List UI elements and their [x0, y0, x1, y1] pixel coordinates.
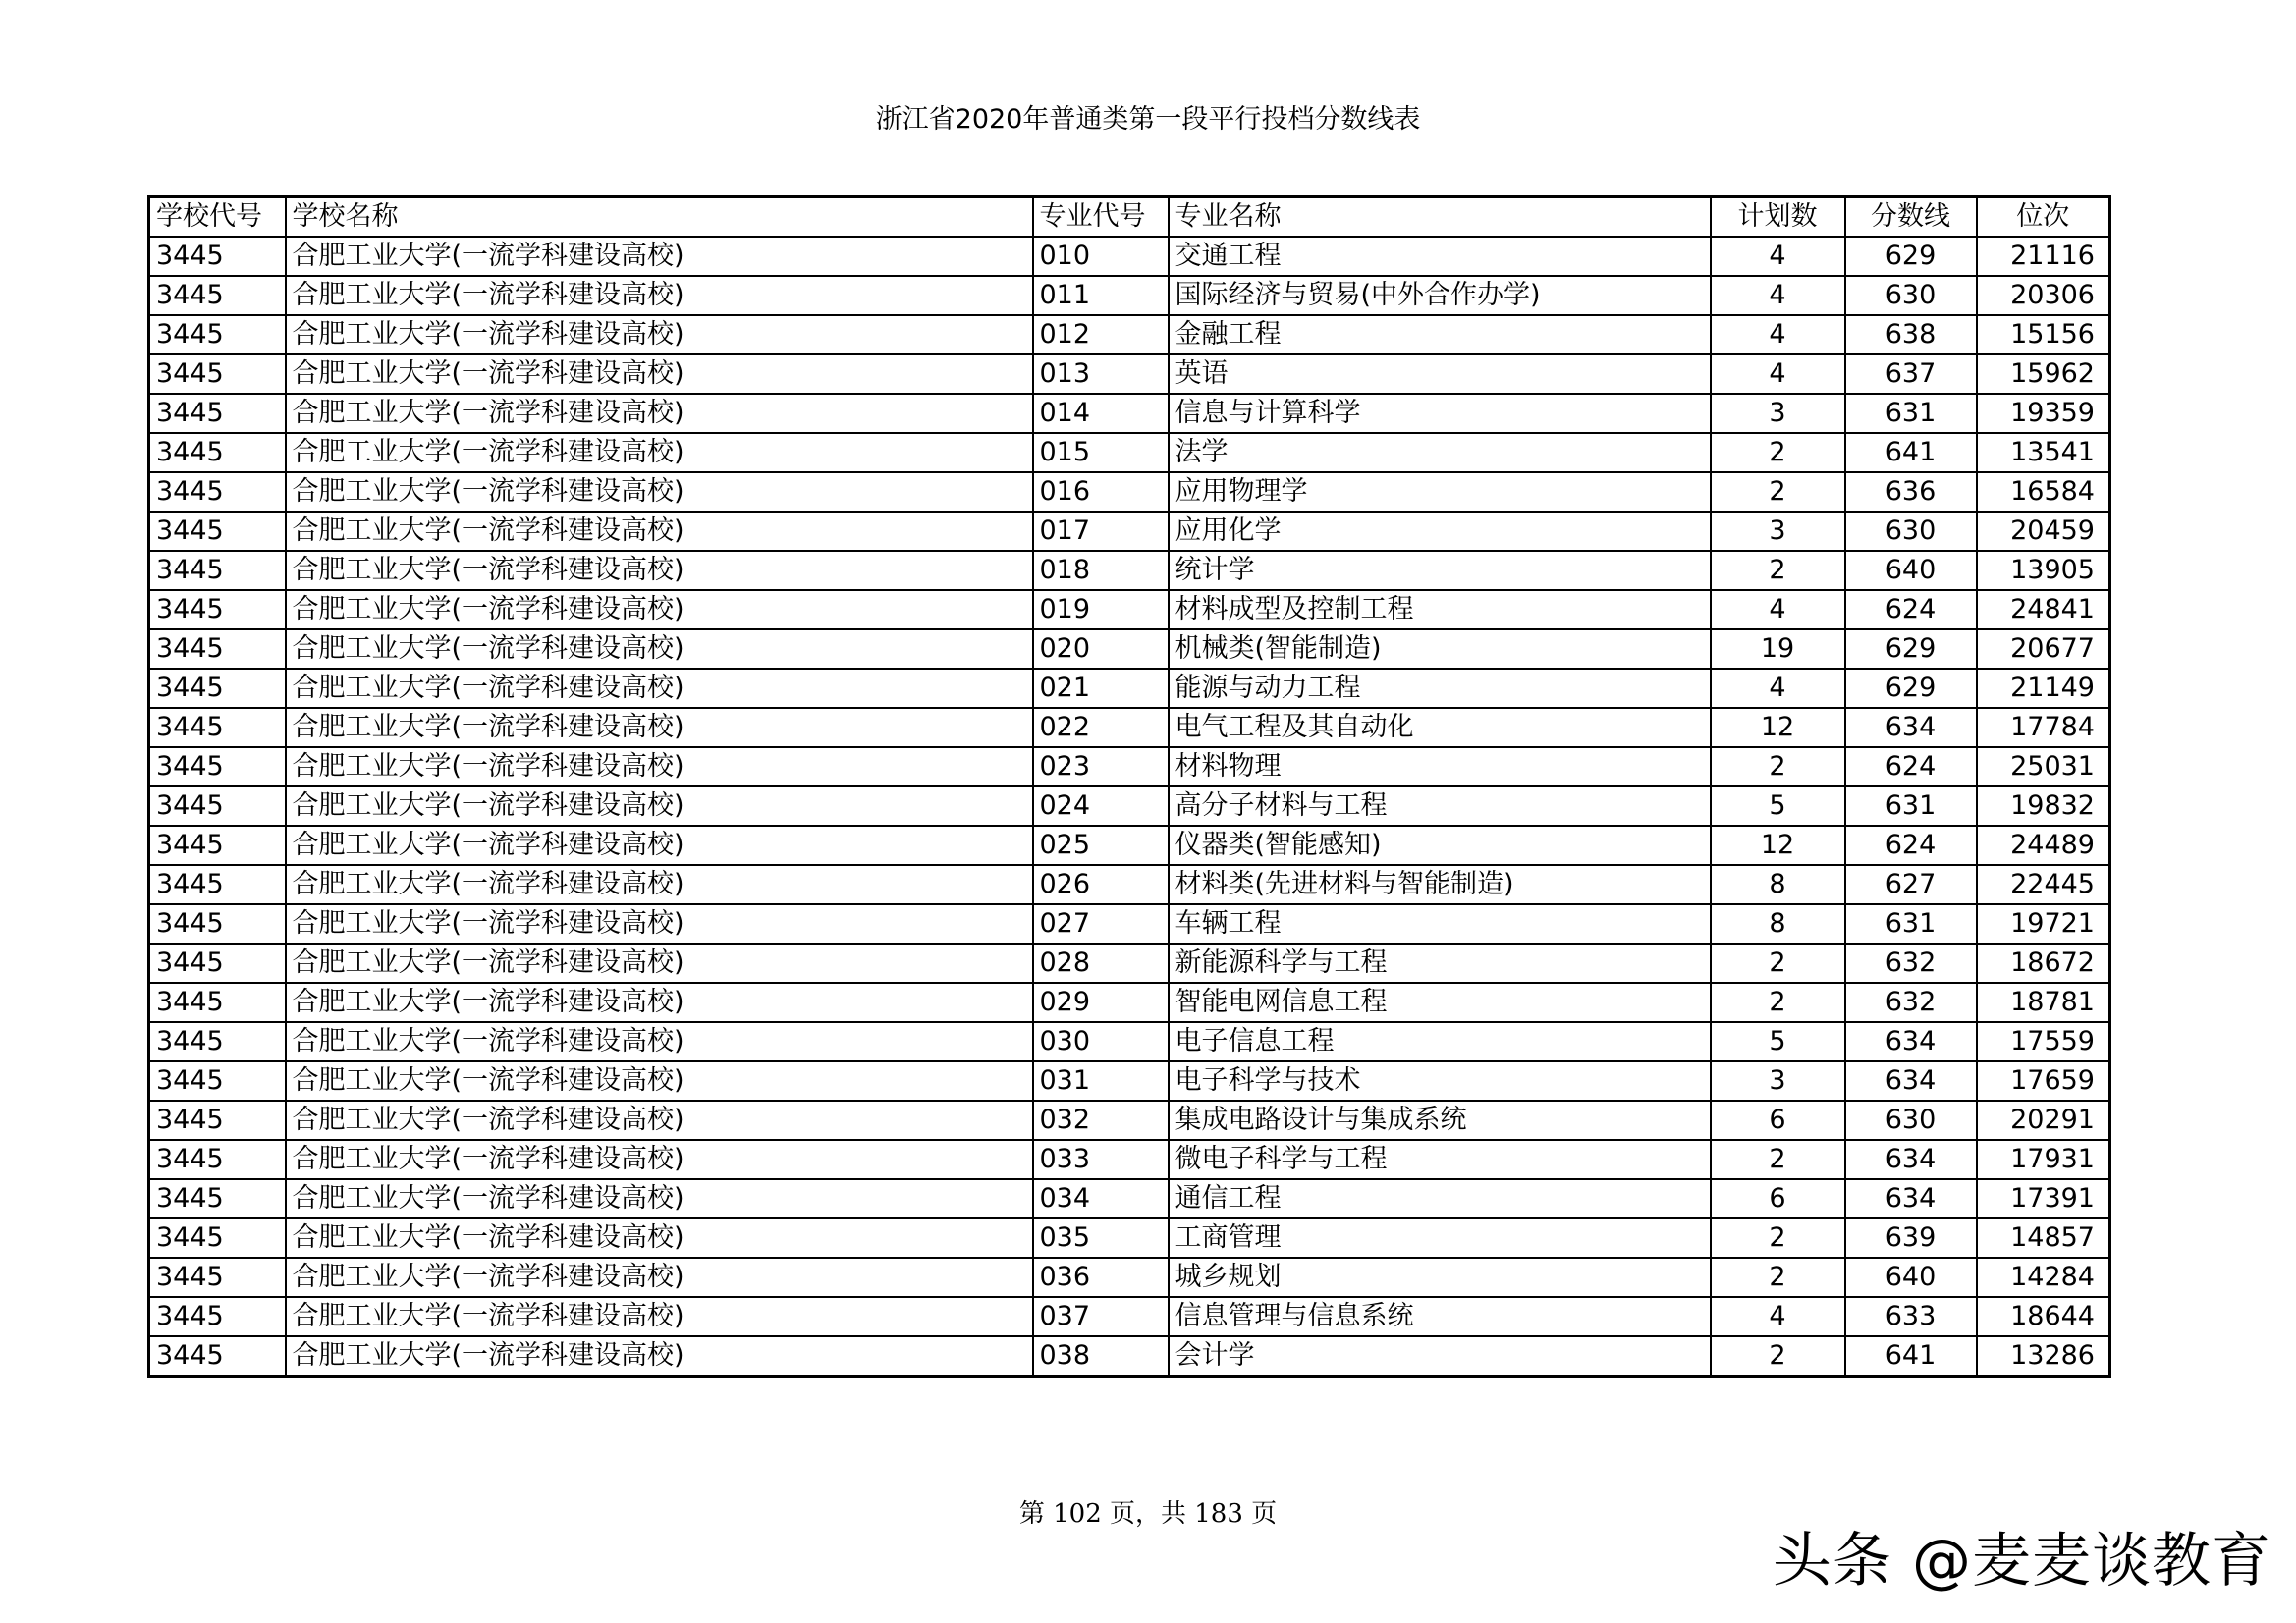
watermark: 头条 @麦麦谈教育	[1772, 1527, 2271, 1596]
plan-count-cell: 6	[1711, 1101, 1845, 1140]
score-line-cell: 632	[1845, 944, 1977, 983]
school-name-cell: 合肥工业大学(一流学科建设高校)	[286, 1336, 1033, 1377]
table-row	[149, 1140, 2110, 1179]
rank-cell: 20459	[1977, 512, 2110, 551]
major-name-cell: 集成电路设计与集成系统	[1169, 1101, 1711, 1140]
score-line-cell: 631	[1845, 904, 1977, 944]
score-line-cell: 641	[1845, 433, 1977, 472]
table-row	[149, 590, 2110, 629]
rank-cell: 18672	[1977, 944, 2110, 983]
rank-cell: 17931	[1977, 1140, 2110, 1179]
plan-count-cell: 2	[1711, 1258, 1845, 1297]
major-code-cell: 035	[1033, 1218, 1169, 1258]
school-code-cell: 3445	[149, 786, 286, 826]
major-name-cell: 应用物理学	[1169, 472, 1711, 512]
school-name-cell: 合肥工业大学(一流学科建设高校)	[286, 551, 1033, 590]
major-code-cell: 028	[1033, 944, 1169, 983]
table-row	[149, 747, 2110, 786]
table-row	[149, 551, 2110, 590]
rank-cell: 19832	[1977, 786, 2110, 826]
plan-count-cell: 4	[1711, 590, 1845, 629]
plan-count-cell: 2	[1711, 747, 1845, 786]
table-row	[149, 512, 2110, 551]
school-code-cell: 3445	[149, 433, 286, 472]
major-name-cell: 电气工程及其自动化	[1169, 708, 1711, 747]
plan-count-cell: 2	[1711, 1140, 1845, 1179]
column-header-school-code: 学校代号	[149, 197, 286, 238]
rank-cell: 17784	[1977, 708, 2110, 747]
school-name-cell: 合肥工业大学(一流学科建设高校)	[286, 276, 1033, 315]
school-name-cell: 合肥工业大学(一流学科建设高校)	[286, 315, 1033, 354]
school-name-cell: 合肥工业大学(一流学科建设高校)	[286, 747, 1033, 786]
plan-count-cell: 3	[1711, 1061, 1845, 1101]
major-code-cell: 015	[1033, 433, 1169, 472]
major-code-cell: 010	[1033, 237, 1169, 276]
score-line-cell: 629	[1845, 237, 1977, 276]
school-name-cell: 合肥工业大学(一流学科建设高校)	[286, 1140, 1033, 1179]
plan-count-cell: 4	[1711, 1297, 1845, 1336]
plan-count-cell: 12	[1711, 826, 1845, 865]
school-name-cell: 合肥工业大学(一流学科建设高校)	[286, 1022, 1033, 1061]
score-line-cell: 634	[1845, 1140, 1977, 1179]
school-name-cell: 合肥工业大学(一流学科建设高校)	[286, 433, 1033, 472]
score-line-cell: 637	[1845, 354, 1977, 394]
table-row	[149, 433, 2110, 472]
rank-cell: 14857	[1977, 1218, 2110, 1258]
major-code-cell: 017	[1033, 512, 1169, 551]
rank-cell: 17391	[1977, 1179, 2110, 1218]
school-code-cell: 3445	[149, 1101, 286, 1140]
rank-cell: 15962	[1977, 354, 2110, 394]
table-row	[149, 865, 2110, 904]
school-name-cell: 合肥工业大学(一流学科建设高校)	[286, 786, 1033, 826]
table-row	[149, 276, 2110, 315]
major-name-cell: 信息与计算科学	[1169, 394, 1711, 433]
school-name-cell: 合肥工业大学(一流学科建设高校)	[286, 629, 1033, 669]
major-code-cell: 014	[1033, 394, 1169, 433]
score-line-cell: 627	[1845, 865, 1977, 904]
table-header-row	[149, 197, 2110, 238]
plan-count-cell: 2	[1711, 433, 1845, 472]
plan-count-cell: 2	[1711, 472, 1845, 512]
school-name-cell: 合肥工业大学(一流学科建设高校)	[286, 1061, 1033, 1101]
major-name-cell: 通信工程	[1169, 1179, 1711, 1218]
plan-count-cell: 4	[1711, 237, 1845, 276]
table-row	[149, 669, 2110, 708]
column-header-score-line: 分数线	[1845, 197, 1977, 238]
table-row	[149, 354, 2110, 394]
score-line-cell: 633	[1845, 1297, 1977, 1336]
rank-cell: 15156	[1977, 315, 2110, 354]
school-code-cell: 3445	[149, 354, 286, 394]
table-body	[149, 237, 2110, 1377]
school-code-cell: 3445	[149, 1297, 286, 1336]
score-line-cell: 639	[1845, 1218, 1977, 1258]
rank-cell: 25031	[1977, 747, 2110, 786]
rank-cell: 24841	[1977, 590, 2110, 629]
major-name-cell: 城乡规划	[1169, 1258, 1711, 1297]
major-code-cell: 018	[1033, 551, 1169, 590]
plan-count-cell: 4	[1711, 669, 1845, 708]
plan-count-cell: 4	[1711, 315, 1845, 354]
school-code-cell: 3445	[149, 551, 286, 590]
table-row	[149, 1022, 2110, 1061]
school-code-cell: 3445	[149, 708, 286, 747]
school-code-cell: 3445	[149, 237, 286, 276]
school-code-cell: 3445	[149, 826, 286, 865]
school-code-cell: 3445	[149, 747, 286, 786]
plan-count-cell: 6	[1711, 1179, 1845, 1218]
score-line-cell: 634	[1845, 1022, 1977, 1061]
major-name-cell: 车辆工程	[1169, 904, 1711, 944]
table-row	[149, 826, 2110, 865]
table-row	[149, 1101, 2110, 1140]
major-code-cell: 020	[1033, 629, 1169, 669]
plan-count-cell: 8	[1711, 865, 1845, 904]
plan-count-cell: 4	[1711, 276, 1845, 315]
major-name-cell: 机械类(智能制造)	[1169, 629, 1711, 669]
major-name-cell: 英语	[1169, 354, 1711, 394]
rank-cell: 22445	[1977, 865, 2110, 904]
table-row	[149, 394, 2110, 433]
score-line-cell: 624	[1845, 590, 1977, 629]
major-name-cell: 统计学	[1169, 551, 1711, 590]
score-line-cell: 630	[1845, 1101, 1977, 1140]
school-code-cell: 3445	[149, 512, 286, 551]
rank-cell: 20291	[1977, 1101, 2110, 1140]
major-name-cell: 国际经济与贸易(中外合作办学)	[1169, 276, 1711, 315]
school-name-cell: 合肥工业大学(一流学科建设高校)	[286, 394, 1033, 433]
rank-cell: 13541	[1977, 433, 2110, 472]
score-line-cell: 640	[1845, 1258, 1977, 1297]
school-code-cell: 3445	[149, 669, 286, 708]
school-name-cell: 合肥工业大学(一流学科建设高校)	[286, 944, 1033, 983]
school-name-cell: 合肥工业大学(一流学科建设高校)	[286, 904, 1033, 944]
major-code-cell: 030	[1033, 1022, 1169, 1061]
rank-cell: 20306	[1977, 276, 2110, 315]
major-code-cell: 037	[1033, 1297, 1169, 1336]
rank-cell: 18644	[1977, 1297, 2110, 1336]
rank-cell: 13286	[1977, 1336, 2110, 1377]
major-code-cell: 029	[1033, 983, 1169, 1022]
major-name-cell: 新能源科学与工程	[1169, 944, 1711, 983]
major-code-cell: 034	[1033, 1179, 1169, 1218]
plan-count-cell: 2	[1711, 944, 1845, 983]
major-name-cell: 交通工程	[1169, 237, 1711, 276]
table-row	[149, 472, 2110, 512]
score-line-cell: 631	[1845, 394, 1977, 433]
rank-cell: 14284	[1977, 1258, 2110, 1297]
rank-cell: 20677	[1977, 629, 2110, 669]
score-line-cell: 636	[1845, 472, 1977, 512]
score-line-cell: 630	[1845, 276, 1977, 315]
major-code-cell: 027	[1033, 904, 1169, 944]
column-header-rank: 位次	[1977, 197, 2110, 238]
school-name-cell: 合肥工业大学(一流学科建设高校)	[286, 826, 1033, 865]
score-line-cell: 631	[1845, 786, 1977, 826]
score-line-cell: 624	[1845, 747, 1977, 786]
table-row	[149, 786, 2110, 826]
school-name-cell: 合肥工业大学(一流学科建设高校)	[286, 1101, 1033, 1140]
score-line-cell: 634	[1845, 1179, 1977, 1218]
document-title: 浙江省2020年普通类第一段平行投档分数线表	[875, 104, 1421, 135]
table-row	[149, 983, 2110, 1022]
school-code-cell: 3445	[149, 394, 286, 433]
school-code-cell: 3445	[149, 983, 286, 1022]
plan-count-cell: 5	[1711, 1022, 1845, 1061]
school-code-cell: 3445	[149, 1140, 286, 1179]
major-code-cell: 023	[1033, 747, 1169, 786]
school-code-cell: 3445	[149, 1218, 286, 1258]
major-name-cell: 应用化学	[1169, 512, 1711, 551]
school-code-cell: 3445	[149, 904, 286, 944]
table-row	[149, 237, 2110, 276]
plan-count-cell: 2	[1711, 551, 1845, 590]
score-line-cell: 630	[1845, 512, 1977, 551]
table-row	[149, 1297, 2110, 1336]
score-line-cell: 629	[1845, 669, 1977, 708]
score-line-cell: 629	[1845, 629, 1977, 669]
school-code-cell: 3445	[149, 276, 286, 315]
plan-count-cell: 4	[1711, 354, 1845, 394]
plan-count-cell: 2	[1711, 983, 1845, 1022]
major-code-cell: 024	[1033, 786, 1169, 826]
score-line-cell: 640	[1845, 551, 1977, 590]
column-header-school-name: 学校名称	[286, 197, 1033, 238]
major-name-cell: 微电子科学与工程	[1169, 1140, 1711, 1179]
plan-count-cell: 3	[1711, 394, 1845, 433]
rank-cell: 17659	[1977, 1061, 2110, 1101]
table-row	[149, 944, 2110, 983]
rank-cell: 16584	[1977, 472, 2110, 512]
rank-cell: 19359	[1977, 394, 2110, 433]
score-line-cell: 632	[1845, 983, 1977, 1022]
column-header-plan-count: 计划数	[1711, 197, 1845, 238]
table-row	[149, 1336, 2110, 1377]
school-name-cell: 合肥工业大学(一流学科建设高校)	[286, 237, 1033, 276]
major-code-cell: 036	[1033, 1258, 1169, 1297]
major-code-cell: 033	[1033, 1140, 1169, 1179]
table-row	[149, 1179, 2110, 1218]
plan-count-cell: 12	[1711, 708, 1845, 747]
school-code-cell: 3445	[149, 865, 286, 904]
major-name-cell: 材料成型及控制工程	[1169, 590, 1711, 629]
major-name-cell: 工商管理	[1169, 1218, 1711, 1258]
major-name-cell: 法学	[1169, 433, 1711, 472]
table-row	[149, 629, 2110, 669]
rank-cell: 21116	[1977, 237, 2110, 276]
major-code-cell: 022	[1033, 708, 1169, 747]
major-code-cell: 013	[1033, 354, 1169, 394]
school-code-cell: 3445	[149, 629, 286, 669]
school-name-cell: 合肥工业大学(一流学科建设高校)	[286, 865, 1033, 904]
table-row	[149, 1218, 2110, 1258]
major-name-cell: 材料类(先进材料与智能制造)	[1169, 865, 1711, 904]
major-name-cell: 仪器类(智能感知)	[1169, 826, 1711, 865]
major-code-cell: 011	[1033, 276, 1169, 315]
major-code-cell: 038	[1033, 1336, 1169, 1377]
major-name-cell: 电子科学与技术	[1169, 1061, 1711, 1101]
plan-count-cell: 19	[1711, 629, 1845, 669]
rank-cell: 19721	[1977, 904, 2110, 944]
table-row	[149, 904, 2110, 944]
column-header-major-code: 专业代号	[1033, 197, 1169, 238]
school-code-cell: 3445	[149, 1022, 286, 1061]
school-name-cell: 合肥工业大学(一流学科建设高校)	[286, 983, 1033, 1022]
major-name-cell: 能源与动力工程	[1169, 669, 1711, 708]
plan-count-cell: 3	[1711, 512, 1845, 551]
school-name-cell: 合肥工业大学(一流学科建设高校)	[286, 354, 1033, 394]
score-line-cell: 624	[1845, 826, 1977, 865]
table-row	[149, 1258, 2110, 1297]
page-footer: 第 102 页，共 183 页	[1018, 1499, 1278, 1529]
score-table	[147, 195, 2111, 1378]
major-code-cell: 019	[1033, 590, 1169, 629]
school-code-cell: 3445	[149, 1258, 286, 1297]
score-line-cell: 634	[1845, 1061, 1977, 1101]
school-code-cell: 3445	[149, 472, 286, 512]
school-code-cell: 3445	[149, 1179, 286, 1218]
plan-count-cell: 2	[1711, 1336, 1845, 1377]
school-name-cell: 合肥工业大学(一流学科建设高校)	[286, 472, 1033, 512]
school-name-cell: 合肥工业大学(一流学科建设高校)	[286, 1179, 1033, 1218]
major-name-cell: 信息管理与信息系统	[1169, 1297, 1711, 1336]
rank-cell: 17559	[1977, 1022, 2110, 1061]
plan-count-cell: 5	[1711, 786, 1845, 826]
school-code-cell: 3445	[149, 1336, 286, 1377]
major-name-cell: 材料物理	[1169, 747, 1711, 786]
score-line-cell: 638	[1845, 315, 1977, 354]
major-code-cell: 031	[1033, 1061, 1169, 1101]
major-code-cell: 016	[1033, 472, 1169, 512]
rank-cell: 24489	[1977, 826, 2110, 865]
table-row	[149, 315, 2110, 354]
major-code-cell: 032	[1033, 1101, 1169, 1140]
school-name-cell: 合肥工业大学(一流学科建设高校)	[286, 1218, 1033, 1258]
table-row	[149, 1061, 2110, 1101]
major-name-cell: 智能电网信息工程	[1169, 983, 1711, 1022]
school-name-cell: 合肥工业大学(一流学科建设高校)	[286, 1297, 1033, 1336]
major-code-cell: 026	[1033, 865, 1169, 904]
school-code-cell: 3445	[149, 315, 286, 354]
major-name-cell: 金融工程	[1169, 315, 1711, 354]
school-name-cell: 合肥工业大学(一流学科建设高校)	[286, 708, 1033, 747]
school-code-cell: 3445	[149, 944, 286, 983]
major-name-cell: 高分子材料与工程	[1169, 786, 1711, 826]
column-header-major-name: 专业名称	[1169, 197, 1711, 238]
major-name-cell: 会计学	[1169, 1336, 1711, 1377]
school-name-cell: 合肥工业大学(一流学科建设高校)	[286, 590, 1033, 629]
plan-count-cell: 8	[1711, 904, 1845, 944]
school-code-cell: 3445	[149, 590, 286, 629]
school-code-cell: 3445	[149, 1061, 286, 1101]
school-name-cell: 合肥工业大学(一流学科建设高校)	[286, 1258, 1033, 1297]
table-row	[149, 708, 2110, 747]
major-code-cell: 021	[1033, 669, 1169, 708]
major-code-cell: 025	[1033, 826, 1169, 865]
school-name-cell: 合肥工业大学(一流学科建设高校)	[286, 512, 1033, 551]
plan-count-cell: 2	[1711, 1218, 1845, 1258]
score-line-cell: 641	[1845, 1336, 1977, 1377]
score-line-cell: 634	[1845, 708, 1977, 747]
major-code-cell: 012	[1033, 315, 1169, 354]
rank-cell: 13905	[1977, 551, 2110, 590]
rank-cell: 21149	[1977, 669, 2110, 708]
major-name-cell: 电子信息工程	[1169, 1022, 1711, 1061]
rank-cell: 18781	[1977, 983, 2110, 1022]
school-name-cell: 合肥工业大学(一流学科建设高校)	[286, 669, 1033, 708]
